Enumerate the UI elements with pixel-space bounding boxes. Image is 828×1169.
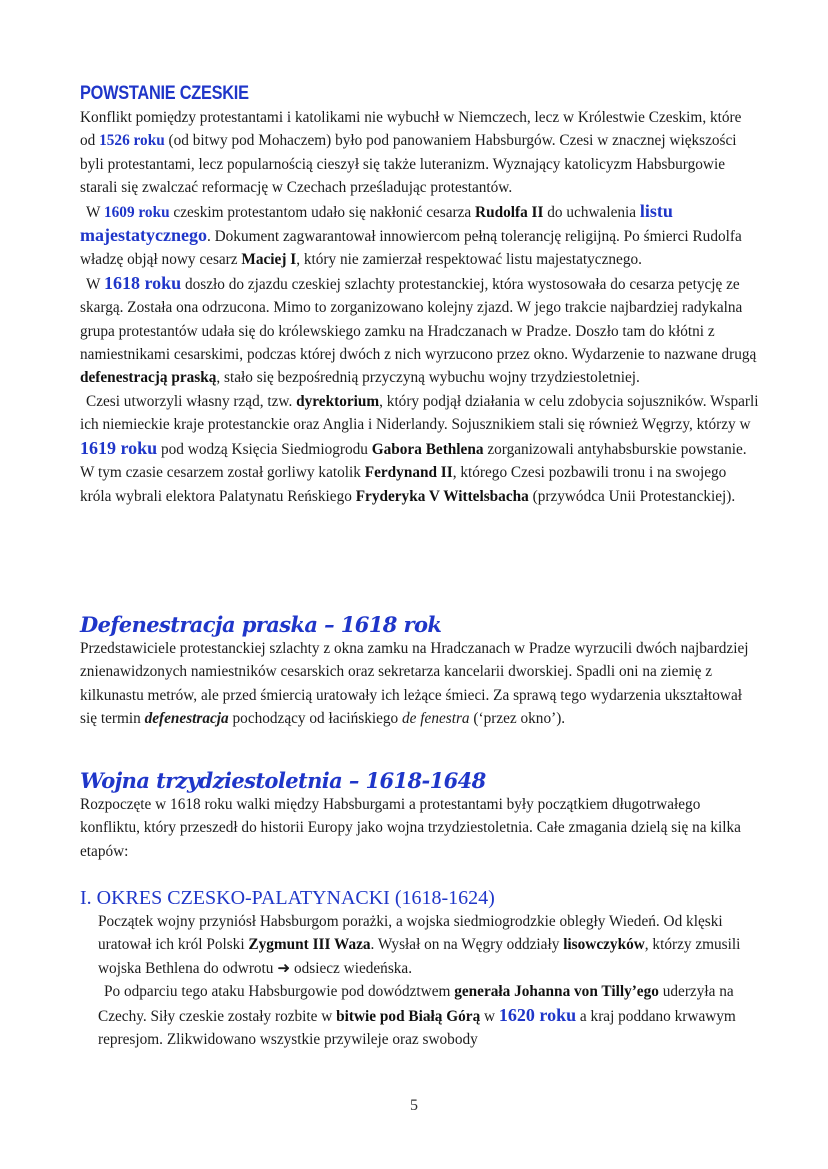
section-title-defenestracja: Defenestracja praska – 1618 rok bbox=[80, 612, 442, 637]
section-wojna-trzydziestoletnia bbox=[80, 768, 760, 863]
section-title-powstanie-czeskie: POWSTANIE CZESKIE bbox=[80, 83, 249, 104]
highlight-year: 1609 roku bbox=[104, 203, 170, 221]
bold-term: bitwie pod Białą Górą bbox=[336, 1007, 481, 1025]
section-powstanie-czeskie bbox=[80, 106, 760, 508]
paragraph: Początek wojny przyniósł Habsburgom porażki, a wojska siedmiogrodzkie obległy Wiedeń. Od klęski uratował ich król Polski Zygmunt III Waza. Wysłał on na Węgry oddziały lisowczyków, którzy zmusili wojska Bethlena do odwrotu ➜ odsiecz wiedeńska. bbox=[98, 913, 741, 977]
highlight-year: 1526 roku bbox=[99, 132, 165, 150]
paragraph: Po odparciu tego ataku Habsburgowie pod dowództwem generała Johanna von Tilly’ego uderzyła na Czechy. Siły czeskie zostały rozbite w bitwie pod Białą Górą w 1620 roku a kraj poddano krwawym represjom. Zlikwidowano wszystkie przywileje oraz swobody bbox=[98, 983, 736, 1049]
paragraph: Konflikt pomiędzy protestantami i katolikami nie wybuchł w Niemczech, lecz w Królestwie Czeskim, które od 1526 roku (od bitwy pod Mohaczem) było pod panowaniem Habsburgów. Czesi w znacznej większości byli protestantami, lecz popularnością cieszył się także luteranizm. Wyznający katolicyzm Habsburgowie starali się zwalczać reformację w Czechach prześladując protestantów. bbox=[80, 109, 742, 197]
bold-term: Maciej I bbox=[241, 251, 297, 269]
paragraph: Rozpoczęte w 1618 roku walki między Habsburgami a protestantami były początkiem długotrwałego konfliktu, który przeszedł do historii Europy jako wojna trzydziestoletnia. Całe zmagania dzielą się na kilka etapów: bbox=[80, 796, 741, 860]
section-title-okres: I. OKRES CZESKO-PALATYNACKI (1618-1624) bbox=[80, 887, 495, 909]
arrow-right-icon: ➜ bbox=[277, 959, 291, 977]
section-title-wojna: Wojna trzydziestoletnia – 1618-1648 bbox=[80, 768, 486, 793]
paragraph: Przedstawiciele protestanckiej szlachty z okna zamku na Hradczanach w Pradze wyrzucili dwóch najbardziej znienawidzonych namiestników cesarskich oraz sekretarza kancelarii dworskiej. Spadli oni na ziemię z kilkunastu metrów, ale przed śmiercią uratowały ich leżące śmieci. Za sprawą tego wydarzenia ukształtował się termin defenestracja pochodzący od łacińskiego de fenestra (‘przez okno’). bbox=[80, 640, 749, 728]
paragraph: W 1618 roku doszło do zjazdu czeskiej szlachty protestanckiej, która wystosowała do cesarza petycję ze skargą. Została ona odrzucona. Mimo to zorganizowano kolejny zjazd. W jego trakcie najbardziej radykalna grupa protestantów udała się do królewskiego zamku na Hradczanach w Pradze. Doszło tam do kłótni z namiestnikami cesarskimi, podczas której dwóch z nich wyrzucono przez okno. Wydarzenie to nazwane drugą defenestracją praską, stało się bezpośrednią przyczyną wybuchu wojny trzydziestoletniej. bbox=[80, 272, 757, 387]
bold-term: defenestracją praską bbox=[80, 369, 217, 387]
highlight-year: 1619 roku bbox=[80, 437, 158, 458]
paragraph: Czesi utworzyli własny rząd, tzw. dyrektorium, który podjął działania w celu zdobycia sojuszników. Wsparli ich niemieckie kraje protestanckie oraz Anglia i Niderlandy. Sojusznikiem stali się również Węgrzy, którzy w 1619 roku pod wodzą Księcia Siedmiogrodu Gabora Bethlena zorganizowali antyhabsburskie powstanie. W tym czasie cesarzem został gorliwy katolik Ferdynand II, którego Czesi pozbawili tronu i na swojego króla wybrali elektora Palatynatu Reńskiego Fryderyka V Wittelsbacha (przywódca Unii Protestanckiej). bbox=[80, 392, 759, 505]
bold-term: dyrektorium bbox=[296, 392, 380, 410]
section-defenestracja bbox=[80, 612, 760, 731]
italic-term: de fenestra bbox=[402, 710, 470, 728]
bold-term: Rudolfa II bbox=[475, 203, 544, 221]
highlight-year: 1618 roku bbox=[104, 272, 182, 293]
bold-term: Fryderyka V Wittelsbacha bbox=[355, 487, 529, 505]
bold-term: lisowczyków bbox=[563, 936, 645, 954]
bold-term: Zygmunt III Waza bbox=[248, 936, 371, 954]
bold-italic-term: defenestracja bbox=[144, 710, 229, 728]
section-okres-czesko-palatynacki bbox=[80, 887, 760, 1051]
bold-term: generała Johanna von Tilly’ego bbox=[454, 983, 659, 1001]
paragraph: W 1609 roku czeskim protestantom udało się nakłonić cesarza Rudolfa II do uchwalenia listu majestatycznego. Dokument zagwarantował innowiercom pełną tolerancję religijną. Po śmierci Rudolfa władzę objął nowy cesarz Maciej I, który nie zamierzał respektować listu majestatycznego. bbox=[80, 200, 742, 269]
highlight-year: 1620 roku bbox=[498, 1004, 577, 1025]
page-number: 5 bbox=[410, 1097, 418, 1114]
bold-term: Ferdynand II bbox=[364, 464, 453, 482]
subsection-body bbox=[80, 910, 760, 1051]
highlight-term: listu majestatycznego bbox=[80, 200, 673, 246]
bold-term: Gabora Bethlena bbox=[371, 440, 484, 458]
